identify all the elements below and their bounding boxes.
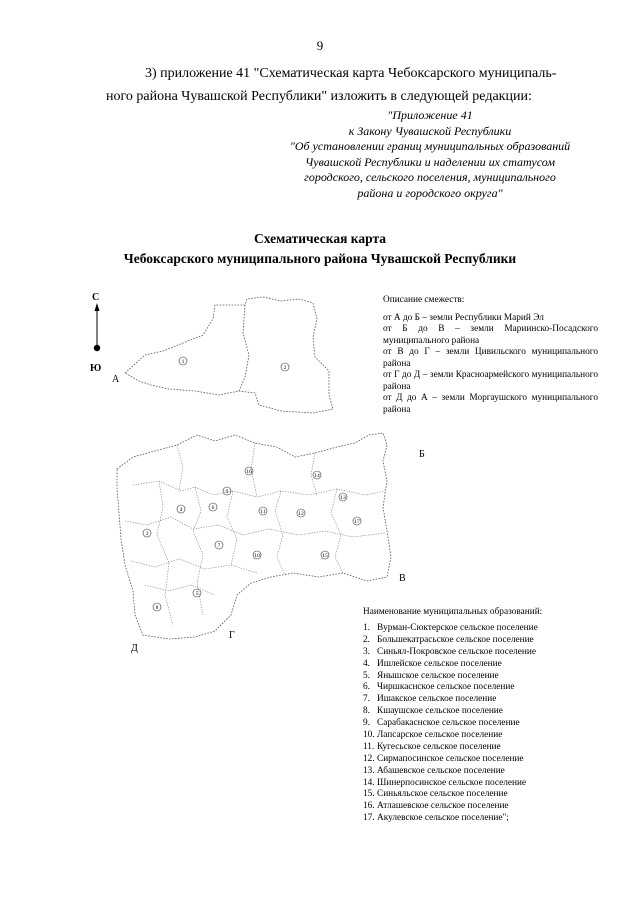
adjacency-item: от А до Б – земли Республики Марий Эл xyxy=(383,312,544,323)
map-area-number: 5 xyxy=(195,591,199,597)
municipality-name: Сарабакаснское сельское поселение xyxy=(377,718,520,729)
map-point-b: Б xyxy=(419,449,425,460)
map-area-number: 13 xyxy=(340,495,346,501)
adjacency-item: от Д до А – земли Моргаушского муниципального района xyxy=(383,393,598,415)
appendix-line: "Об установлении границ муниципальных образований xyxy=(289,139,571,153)
map-area-marker xyxy=(297,509,305,517)
municipality-name: Кшаушское сельское поселение xyxy=(377,706,503,717)
map-point-g: Г xyxy=(229,630,235,641)
map-area-number: 15 xyxy=(322,553,328,559)
map-area-number: 2 xyxy=(283,365,287,371)
list-item: 14. Шинерпосинское сельское поселение xyxy=(363,777,527,788)
municipality-name: Шинерпосинское сельское поселение xyxy=(377,777,527,788)
map-area-marker xyxy=(259,507,267,515)
municipality-name: Синьяльское сельское поселение xyxy=(377,789,508,800)
list-item: 2. Большекатрасьское сельское поселение xyxy=(363,634,534,645)
map-inner-border xyxy=(125,517,385,537)
map-internal-border xyxy=(239,305,249,391)
list-item: 15. Синьяльское сельское поселение xyxy=(363,789,508,800)
list-item: 12. Сирмапосинское сельское поселение xyxy=(363,753,524,764)
municipalities-title: Наименование муниципальных образований: xyxy=(363,607,543,617)
appendix-header xyxy=(250,108,610,201)
page-number: 9 xyxy=(316,38,324,53)
municipalities-list xyxy=(363,607,613,825)
list-item: 8. Кшаушское сельское поселение xyxy=(363,706,503,717)
municipality-name: Ишакское сельское поселение xyxy=(377,694,497,705)
map-area-number: 6 xyxy=(211,505,215,511)
compass xyxy=(90,292,101,374)
map-area-number: 9 xyxy=(225,489,229,495)
municipality-name: Ишлейское сельское поселение xyxy=(377,658,502,669)
adjacency-title: Описание смежеств: xyxy=(383,295,465,305)
adjacency-item: от В до Г – земли Цивильского муниципального района xyxy=(383,347,598,369)
compass-north-label: С xyxy=(92,292,100,303)
map-area-number: 11 xyxy=(260,509,266,515)
map-area-number: 17 xyxy=(354,519,360,525)
list-item: 10. Лапсарское сельское поселение xyxy=(363,730,503,741)
municipality-name: Кугесьское сельское поселение xyxy=(377,741,501,752)
map-inner-border xyxy=(227,491,237,565)
map-area-number: 16 xyxy=(246,469,252,475)
map-area-marker xyxy=(353,517,361,525)
municipality-name: Чиршкаснское сельское поселение xyxy=(377,682,515,693)
map-north-part-outline xyxy=(125,297,333,413)
list-item: 1. Вурман-Сюктерское сельское поселение xyxy=(363,623,538,633)
appendix-line: к Закону Чувашской Республики xyxy=(348,123,512,138)
appendix-line: Чувашской Республики и наделении их статусом xyxy=(305,154,555,169)
map-title-line-2: Чебоксарского муниципального района Чувашской Республики xyxy=(123,251,517,266)
map-inner-border xyxy=(131,559,257,573)
list-item: 3. Синьял-Покровское сельское поселение xyxy=(363,646,536,657)
municipality-name: Сирмапосинское сельское поселение xyxy=(377,753,524,764)
map-inner-border xyxy=(133,481,385,497)
map-area-marker xyxy=(177,505,185,513)
map-area-marker xyxy=(321,551,329,559)
map-inner-border xyxy=(275,491,285,575)
list-item: 11. Кугесьское сельское поселение xyxy=(363,741,501,752)
map-area-marker xyxy=(281,363,289,371)
list-item: 17. Акулевское сельское поселение"; xyxy=(363,813,509,824)
map-area-number: 1 xyxy=(181,359,185,365)
list-item: 4. Ишлейское сельское поселение xyxy=(363,658,502,669)
map-area-number: 4 xyxy=(179,507,183,513)
map-area-marker xyxy=(209,503,217,511)
intro-line-2: ного района Чувашской Республики" изложить в следующей редакции: xyxy=(106,89,532,104)
compass-south-label: Ю xyxy=(90,363,102,374)
intro-line-1: 3) приложение 41 "Схематическая карта Чебоксарского муниципаль- xyxy=(145,66,557,81)
map-area-marker xyxy=(339,493,347,501)
map-inner-border xyxy=(331,489,343,573)
map-area-marker xyxy=(215,541,223,549)
map-inner-border xyxy=(177,445,183,491)
map-area-number: 10 xyxy=(254,553,260,559)
map-area-marker xyxy=(143,529,151,537)
map-area-marker xyxy=(253,551,261,559)
appendix-line: "Приложение 41 xyxy=(387,108,473,122)
list-item: 16. Атлашевское сельское поселение xyxy=(363,801,509,812)
municipality-name: Янышское сельское поселение xyxy=(377,670,499,681)
map-point-a: А xyxy=(112,374,120,385)
map-area-number: 7 xyxy=(217,543,221,549)
municipality-name: Атлашевское сельское поселение xyxy=(377,801,509,812)
map-area-markers xyxy=(143,357,361,611)
map-inner-border xyxy=(157,481,173,625)
list-item: 5. Янышское сельское поселение xyxy=(363,670,499,681)
map-inner-border xyxy=(251,443,257,497)
municipality-name: Лапсарское сельское поселение xyxy=(377,730,503,741)
map-area-marker xyxy=(193,589,201,597)
north-arrow-icon xyxy=(95,303,100,311)
map-point-d: Д xyxy=(131,643,138,654)
list-item: 6. Чиршкаснское сельское поселение xyxy=(363,682,515,693)
map-area-marker xyxy=(179,357,187,365)
map-area-number: 14 xyxy=(314,473,320,479)
municipality-name: Вурман-Сюктерское сельское поселение xyxy=(377,623,538,633)
municipality-name: Акулевское сельское поселение"; xyxy=(377,813,509,824)
map-title xyxy=(0,229,640,269)
compass-dot-icon xyxy=(94,345,100,351)
adjacency-item: от Г до Д – земли Красноармейского муниципального района xyxy=(383,370,598,392)
adjacency-item: от Б до В – земли Мариинско-Посадского муниципального района xyxy=(383,324,598,346)
map-area-number: 3 xyxy=(145,531,149,537)
map-title-line-1: Схематическая карта xyxy=(253,231,387,246)
adjacency-description xyxy=(383,295,598,416)
map-area-marker xyxy=(223,487,231,495)
map-area-marker xyxy=(153,603,161,611)
municipality-name: Абашевское сельское поселение xyxy=(377,765,505,776)
map-area-number: 12 xyxy=(298,511,304,517)
list-item: 13. Абашевское сельское поселение xyxy=(363,765,505,776)
appendix-line: городского, сельского поселения, муниципального xyxy=(304,170,556,184)
municipality-name: Синьял-Покровское сельское поселение xyxy=(377,646,536,657)
appendix-line: района и городского округа" xyxy=(357,185,503,200)
municipality-name: Большекатрасьское сельское поселение xyxy=(377,634,534,645)
list-item: 9. Сарабакаснское сельское поселение xyxy=(363,718,520,729)
list-item: 7. Ишакское сельское поселение xyxy=(363,694,497,705)
map-area-marker xyxy=(245,467,253,475)
map-point-v: В xyxy=(399,573,406,584)
map-area-marker xyxy=(313,471,321,479)
map-inner-border xyxy=(145,585,215,595)
map-inner-borders xyxy=(125,443,385,625)
map-area-number: 8 xyxy=(155,605,159,611)
